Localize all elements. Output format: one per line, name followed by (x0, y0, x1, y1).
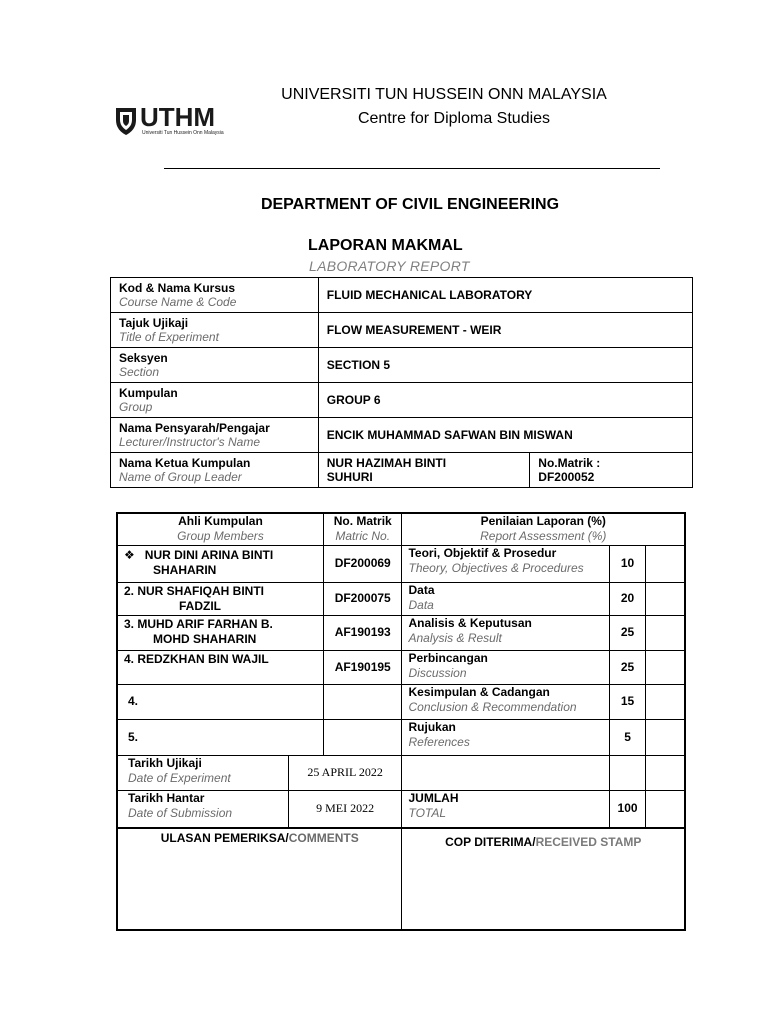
stamp-box (402, 828, 685, 930)
comments-box (117, 828, 402, 930)
table-row (117, 719, 685, 755)
criteria-label: Analisis & Keputusan (408, 615, 532, 630)
table-row (117, 790, 685, 828)
member-matric (323, 684, 402, 719)
criteria-label: Data (408, 582, 435, 597)
table-row (117, 582, 685, 615)
score-input-cell (646, 790, 685, 828)
date-submission-value: 9 MEI 2022 (288, 790, 402, 828)
header-members-sub: Group Members (177, 529, 264, 544)
leader-name-line1: NUR HAZIMAH BINTI (326, 456, 447, 470)
criteria-label: Rujukan (408, 719, 456, 734)
field-sublabel: Title of Experiment (119, 330, 219, 344)
member-matric (323, 719, 402, 755)
score-input-cell (646, 545, 685, 582)
field-label: Kumpulan (119, 386, 178, 400)
criteria-label: Kesimpulan & Cadangan (408, 684, 550, 699)
table-row (117, 755, 685, 790)
table-row (111, 418, 693, 453)
criteria-sublabel: Conclusion & Recommendation (408, 699, 577, 714)
leader-name-line2: SUHURI (326, 470, 373, 484)
criteria-score: 20 (609, 582, 645, 615)
assessment-table (116, 512, 686, 931)
date-experiment-label: Tarikh Ujikaji (128, 755, 202, 770)
table-row (117, 545, 685, 582)
empty-cell (646, 755, 685, 790)
header-assessment: Penilaian Laporan (%) (480, 514, 606, 529)
criteria-label: Perbincangan (408, 650, 488, 665)
score-input-cell (646, 615, 685, 650)
member-name-cont: MOHD SHAHARIN (153, 631, 257, 646)
group-value: GROUP 6 (318, 383, 692, 418)
member-name: 4. (117, 684, 323, 719)
date-submission-sublabel: Date of Submission (128, 805, 233, 820)
table-row (117, 615, 685, 650)
comments-label: ULASAN PEMERIKSA/ (160, 831, 289, 845)
criteria-score: 25 (609, 650, 645, 684)
criteria-sublabel: Discussion (408, 665, 467, 680)
table-row (111, 453, 693, 488)
report-subtitle: LABORATORY REPORT (309, 258, 470, 274)
criteria-score: 15 (609, 684, 645, 719)
table-row (117, 684, 685, 719)
comments-sublabel: COMMENTS (288, 831, 359, 845)
logo-subtext: Universiti Tun Hussein Onn Malaysia (142, 130, 224, 136)
date-experiment-sublabel: Date of Experiment (128, 770, 231, 785)
criteria-label: Teori, Objektif & Prosedur (408, 545, 557, 560)
table-row (111, 348, 693, 383)
report-title: LAPORAN MAKMAL (308, 237, 463, 254)
member-matric: DF200075 (323, 582, 402, 615)
field-label: Kod & Nama Kursus (119, 281, 236, 295)
logo-text: UTHM (140, 102, 216, 132)
empty-cell (402, 755, 609, 790)
leader-matrik-value: DF200052 (538, 470, 595, 484)
score-input-cell (646, 684, 685, 719)
table-row (111, 278, 693, 313)
member-name: 2. NUR SHAFIQAH BINTI (124, 583, 265, 598)
header-matric-sub: Matric No. (335, 529, 391, 544)
score-input-cell (646, 719, 685, 755)
member-name: 3. MUHD ARIF FARHAN B. (124, 616, 273, 631)
criteria-sublabel: Data (408, 597, 434, 612)
member-name: 4. REDZKHAN BIN WAJIL (117, 650, 323, 684)
score-input-cell (646, 650, 685, 684)
diamond-bullet-icon: ❖ (124, 547, 135, 562)
member-name-cont: FADZIL (179, 598, 221, 613)
criteria-sublabel: Theory, Objectives & Procedures (408, 560, 584, 575)
section-value: SECTION 5 (318, 348, 692, 383)
member-matric: DF200069 (323, 545, 402, 582)
field-label: Tajuk Ujikaji (119, 316, 189, 330)
university-name: UNIVERSITI TUN HUSSEIN ONN MALAYSIA (281, 86, 607, 103)
member-name: 5. (117, 719, 323, 755)
table-header-row (117, 513, 685, 545)
header-members: Ahli Kumpulan (178, 514, 263, 529)
table-row (117, 650, 685, 684)
stamp-sublabel: RECEIVED STAMP (535, 835, 642, 849)
total-score: 100 (609, 790, 645, 828)
field-label: Nama Ketua Kumpulan (119, 456, 251, 470)
criteria-score: 25 (609, 615, 645, 650)
leader-matrik-label: No.Matrik : (538, 456, 601, 470)
date-submission-label: Tarikh Hantar (128, 790, 205, 805)
divider (164, 168, 660, 169)
date-experiment-value: 25 APRIL 2022 (288, 755, 402, 790)
course-info-table (110, 277, 693, 488)
criteria-sublabel: References (408, 734, 470, 749)
member-matric: AF190195 (323, 650, 402, 684)
field-label: Seksyen (119, 351, 168, 365)
centre-name: Centre for Diploma Studies (357, 110, 551, 127)
course-name-value: FLUID MECHANICAL LABORATORY (318, 278, 692, 313)
table-row (117, 828, 685, 930)
criteria-score: 10 (609, 545, 645, 582)
score-input-cell (646, 582, 685, 615)
member-matric: AF190193 (323, 615, 402, 650)
field-label: Nama Pensyarah/Pengajar (119, 421, 270, 435)
member-name: NUR DINI ARINA BINTI (144, 547, 274, 562)
header-assessment-sub: Report Assessment (%) (480, 529, 607, 544)
department-title: DEPARTMENT OF CIVIL ENGINEERING (260, 196, 560, 213)
criteria-sublabel: Analysis & Result (408, 630, 502, 645)
lecturer-value: ENCIK MUHAMMAD SAFWAN BIN MISWAN (318, 418, 692, 453)
table-row (111, 383, 693, 418)
field-sublabel: Name of Group Leader (119, 470, 242, 484)
criteria-score: 5 (609, 719, 645, 755)
table-row (111, 313, 693, 348)
field-sublabel: Section (119, 365, 160, 379)
total-label: JUMLAH (408, 790, 459, 805)
field-sublabel: Course Name & Code (119, 295, 237, 309)
member-name-cont: SHAHARIN (153, 562, 217, 577)
stamp-label: COP DITERIMA/ (445, 835, 536, 849)
experiment-title-value: FLOW MEASUREMENT - WEIR (318, 313, 692, 348)
total-sublabel: TOTAL (408, 805, 447, 820)
header-matric: No. Matrik (333, 514, 392, 529)
field-sublabel: Group (119, 400, 153, 414)
field-sublabel: Lecturer/Instructor's Name (119, 435, 261, 449)
empty-cell (609, 755, 645, 790)
